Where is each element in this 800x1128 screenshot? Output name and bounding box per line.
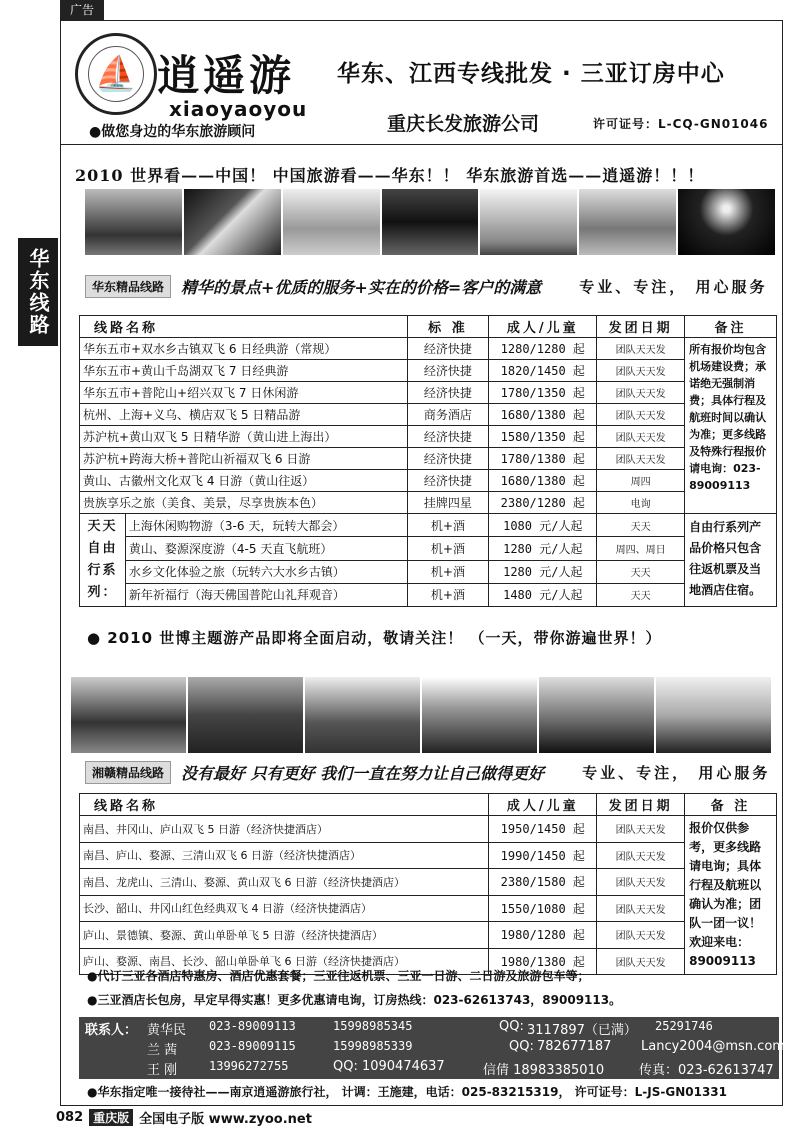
header-price: 成人/儿童 <box>489 794 597 816</box>
route-name: 庐山、婺源、南昌、长沙、韶山单卧单飞 6 日游（经济快捷酒店） <box>80 948 489 975</box>
table-row <box>80 895 777 922</box>
route-name: 华东五市+普陀山+绍兴双飞 7 日休闲游 <box>80 382 408 404</box>
header-route-name: 线路名称 <box>80 316 408 338</box>
section1-photo-strip <box>85 189 775 255</box>
route-price: 1680/1380 起 <box>489 470 597 492</box>
slogan: ●做您身边的华东旅游顾问 <box>89 124 256 140</box>
contact-row <box>79 1039 785 1059</box>
table-row <box>80 492 777 514</box>
contact-panel <box>79 1017 785 1079</box>
section2-service: 专业、专注， 用心服务 <box>582 763 771 782</box>
table-row <box>80 922 777 949</box>
header-note: 备 注 <box>685 794 777 816</box>
contact-qq-label: QQ: <box>509 1039 534 1054</box>
route-name: 南昌、龙虎山、三清山、婺源、黄山双飞 6 日游（经济快捷酒店） <box>80 869 489 896</box>
route-date: 团队天天发 <box>597 948 685 975</box>
route-date: 电询 <box>597 492 685 514</box>
route-date: 团队天天发 <box>597 426 685 448</box>
contact-qq: 782677187 <box>537 1039 612 1054</box>
section2-photo-strip <box>71 677 771 753</box>
table-row <box>80 448 777 470</box>
table-row <box>80 537 777 560</box>
section2-label: 湘赣精品线路 <box>85 761 171 784</box>
table-row <box>80 470 777 492</box>
sanya-hotel-bullet: ●三亚酒店长包房，早定早得实惠！更多优惠请电询，订房热线：023-62613743，89009113。 <box>87 993 622 1007</box>
section1-motto: 精华的景点+优质的服务+实在的价格=客户的满意 <box>181 277 542 297</box>
contact-row <box>79 1019 779 1039</box>
route-price: 1280 元/人起 <box>489 537 597 560</box>
route-standard: 机+酒 <box>407 514 489 537</box>
section1-banner: 2010 世界看——中国！ 中国旅游看——华东！！ 华东旅游首选——逍遥游！！！ <box>75 166 705 185</box>
table-header-row <box>80 316 777 338</box>
contact-qq-label: QQ: <box>499 1019 524 1034</box>
brand-name-en: xiaoyaoyou <box>169 97 308 121</box>
headline: 华东、江西专线批发 · 三亚订房中心 <box>337 61 725 87</box>
hunan-jiangxi-routes-table <box>79 793 777 975</box>
edition-badge: 重庆版 <box>89 1109 133 1126</box>
expo-promo: ● 2010 世博主题游产品即将全面启动，敬请关注！ （一天，带你游遍世界！） <box>87 629 662 647</box>
page-footer <box>56 1108 312 1127</box>
route-price: 1280/1280 起 <box>489 338 597 360</box>
contact-fax: 传真：023-62613747 <box>639 1063 774 1078</box>
contact-name: 王 刚 <box>147 1063 178 1078</box>
photo-pine-cliff <box>656 677 771 753</box>
section2-title-bar <box>85 761 770 783</box>
route-date: 团队天天发 <box>597 895 685 922</box>
table-row <box>80 514 777 537</box>
table-row <box>80 404 777 426</box>
advertisement-frame <box>60 20 783 1106</box>
route-price: 1680/1380 起 <box>489 404 597 426</box>
route-standard: 经济快捷 <box>407 382 489 404</box>
header-standard: 标 准 <box>407 316 489 338</box>
section2-motto: 没有最好 只有更好 我们一直在努力让自己做得更好 <box>181 763 545 783</box>
route-date: 团队天天发 <box>597 338 685 360</box>
table-row <box>80 338 777 360</box>
route-name: 苏沪杭+黄山双飞 5 日精华游（黄山进上海出） <box>80 426 408 448</box>
route-standard: 经济快捷 <box>407 338 489 360</box>
section1-label: 华东精品线路 <box>85 275 171 298</box>
route-name: 南昌、井冈山、庐山双飞 5 日游（经济快捷酒店） <box>80 816 489 843</box>
route-price: 2380/1280 起 <box>489 492 597 514</box>
route-price: 1980/1380 起 <box>489 948 597 975</box>
table-row <box>80 360 777 382</box>
photo-fireworks-tower <box>678 189 775 255</box>
side-tab-east-china-routes: 华东线路 <box>18 238 58 346</box>
contact-label: 联系人： <box>85 1023 138 1038</box>
route-date: 周四 <box>597 470 685 492</box>
table-row <box>80 869 777 896</box>
route-price: 1980/1280 起 <box>489 922 597 949</box>
route-date: 天天 <box>597 514 685 537</box>
table-row <box>80 382 777 404</box>
table-row <box>80 426 777 448</box>
route-name: 华东五市+黄山千岛湖双飞 7 日经典游 <box>80 360 408 382</box>
route-price: 1950/1450 起 <box>489 816 597 843</box>
route-price: 1780/1350 起 <box>489 382 597 404</box>
route-date: 团队天天发 <box>597 448 685 470</box>
contact-phone: 13996272755 <box>209 1059 289 1073</box>
route-name: 黄山、古徽州文化双飞 4 日游（黄山往返） <box>80 470 408 492</box>
route-name: 庐山、景德镇、婺源、黄山单卧单飞 5 日游（经济快捷酒店） <box>80 922 489 949</box>
table-header-row <box>80 794 777 816</box>
license-number: 许可证号：L-CQ-GN01046 <box>593 117 769 131</box>
photo-lake-willow <box>283 189 380 255</box>
route-date: 团队天天发 <box>597 842 685 869</box>
contact-phone: 023-89009115 <box>209 1039 296 1053</box>
route-date: 团队天天发 <box>597 816 685 843</box>
photo-misty-mountains <box>422 677 537 753</box>
contact-mobile: 15998985339 <box>333 1039 413 1053</box>
route-standard: 挂牌四星 <box>407 492 489 514</box>
header-date: 发团日期 <box>597 316 685 338</box>
route-price: 1820/1450 起 <box>489 360 597 382</box>
route-standard: 经济快捷 <box>407 360 489 382</box>
brand-name-cn: 逍遥游 <box>157 51 296 100</box>
route-standard: 经济快捷 <box>407 448 489 470</box>
photo-water-town <box>382 189 479 255</box>
page-number: 082 <box>56 1110 84 1125</box>
route-name: 上海休闲购物游（3-6 天，玩转大都会） <box>125 514 407 537</box>
table-row <box>80 816 777 843</box>
independent-travel-note: 自由行系列产品价格只包含往返机票及当地酒店住宿。 <box>685 514 777 607</box>
site-url: 全国电子版 www.zyoo.net <box>139 1112 312 1127</box>
photo-pagoda-mist <box>480 189 577 255</box>
route-price: 1990/1450 起 <box>489 842 597 869</box>
header-note: 备注 <box>685 316 777 338</box>
photo-pavilion-lake <box>579 189 676 255</box>
route-name: 水乡文化体验之旅（玩转六大水乡古镇） <box>125 560 407 583</box>
table-row <box>80 560 777 583</box>
logo-emblem-icon: ⛵ <box>75 33 157 115</box>
section1-title-bar <box>85 275 767 297</box>
route-standard: 机+酒 <box>407 537 489 560</box>
contact-phone: 023-89009113 <box>209 1019 296 1033</box>
route-date: 团队天天发 <box>597 922 685 949</box>
table-row <box>80 583 777 606</box>
photo-danxia-rocks <box>188 677 303 753</box>
route-date: 天天 <box>597 560 685 583</box>
contact-mobile: 15998985345 <box>333 1019 413 1033</box>
east-china-routes-table <box>79 315 777 607</box>
contact-mobile: QQ: 1090474637 <box>333 1059 445 1074</box>
route-name: 南昌、庐山、婺源、三清山双飞 6 日游（经济快捷酒店） <box>80 842 489 869</box>
route-date: 团队天天发 <box>597 404 685 426</box>
route-price: 1550/1080 起 <box>489 895 597 922</box>
route-name: 苏沪杭+跨海大桥+普陀山祈福双飞 6 日游 <box>80 448 408 470</box>
route-price: 1480 元/人起 <box>489 583 597 606</box>
route-name: 杭州、上海+义乌、横店双飞 5 日精品游 <box>80 404 408 426</box>
route-price: 1080 元/人起 <box>489 514 597 537</box>
route-name: 贵族享乐之旅（美食、美景，尽享贵族本色） <box>80 492 408 514</box>
sanya-booking-bullet: ●代订三亚各酒店特惠房、酒店优惠套餐；三亚往返机票、三亚一日游、二日游及旅游包车等； <box>87 969 590 983</box>
table-row <box>80 842 777 869</box>
header-price: 成人/儿童 <box>489 316 597 338</box>
route-price: 1780/1380 起 <box>489 448 597 470</box>
ad-tag: 广告 <box>60 0 104 20</box>
contact-qq: 信倩 18983385010 <box>483 1063 605 1078</box>
section1-service: 专业、专注， 用心服务 <box>579 277 768 296</box>
route-standard: 机+酒 <box>407 560 489 583</box>
route-date: 团队天天发 <box>597 869 685 896</box>
independent-travel-label: 天天自由行系列： <box>80 514 126 607</box>
photo-mountain-lake <box>71 677 186 753</box>
route-date: 团队天天发 <box>597 382 685 404</box>
route-standard: 经济快捷 <box>407 470 489 492</box>
route-standard: 商务酒店 <box>407 404 489 426</box>
photo-bridge-night <box>184 189 281 255</box>
route-name: 新年祈福行（海天佛国普陀山礼拜观音） <box>125 583 407 606</box>
nanjing-partner-line: ●华东指定唯一接待社——南京逍遥游旅行社， 计调：王施建，电话：025-83215319， 许可证号：L-JS-GN01331 <box>87 1085 728 1099</box>
contact-extra: 25291746 <box>655 1019 713 1033</box>
route-date: 天天 <box>597 583 685 606</box>
photo-forest-valley <box>539 677 654 753</box>
contact-qq: 3117897（已满） <box>527 1023 637 1038</box>
route-price: 1580/1350 起 <box>489 426 597 448</box>
contact-row <box>79 1059 779 1079</box>
section1-note: 所有报价均包含机场建设费；承诺绝无强制消费；具体行程及航班时间以确认为准；更多线路及特殊行程报价请电询：023-89009113 <box>685 338 777 514</box>
route-price: 2380/1580 起 <box>489 869 597 896</box>
route-name: 黄山、婺源深度游（4-5 天直飞航班） <box>125 537 407 560</box>
route-standard: 经济快捷 <box>407 426 489 448</box>
route-price: 1280 元/人起 <box>489 560 597 583</box>
route-standard: 机+酒 <box>407 583 489 606</box>
header-route-name: 线路名称 <box>80 794 489 816</box>
header <box>61 21 782 145</box>
route-date: 团队天天发 <box>597 360 685 382</box>
section2-note: 报价仅供参考，更多线路请电询；具体行程及航班以确认为准；团队一团一议！欢迎来电：89009113 <box>685 816 777 975</box>
photo-karst-peaks <box>305 677 420 753</box>
header-date: 发团日期 <box>597 794 685 816</box>
route-name: 华东五市+双水乡古镇双飞 6 日经典游（常规） <box>80 338 408 360</box>
contact-name: 黄华民 <box>147 1023 187 1038</box>
contact-name: 兰 茜 <box>147 1043 178 1058</box>
route-date: 周四、周日 <box>597 537 685 560</box>
company-name: 重庆长发旅游公司 <box>387 113 540 135</box>
contact-email: Lancy2004@msn.com <box>641 1039 785 1054</box>
route-name: 长沙、韶山、井冈山红色经典双飞 4 日游（经济快捷酒店） <box>80 895 489 922</box>
photo-expo-pavilion <box>85 189 182 255</box>
logo <box>75 33 161 119</box>
